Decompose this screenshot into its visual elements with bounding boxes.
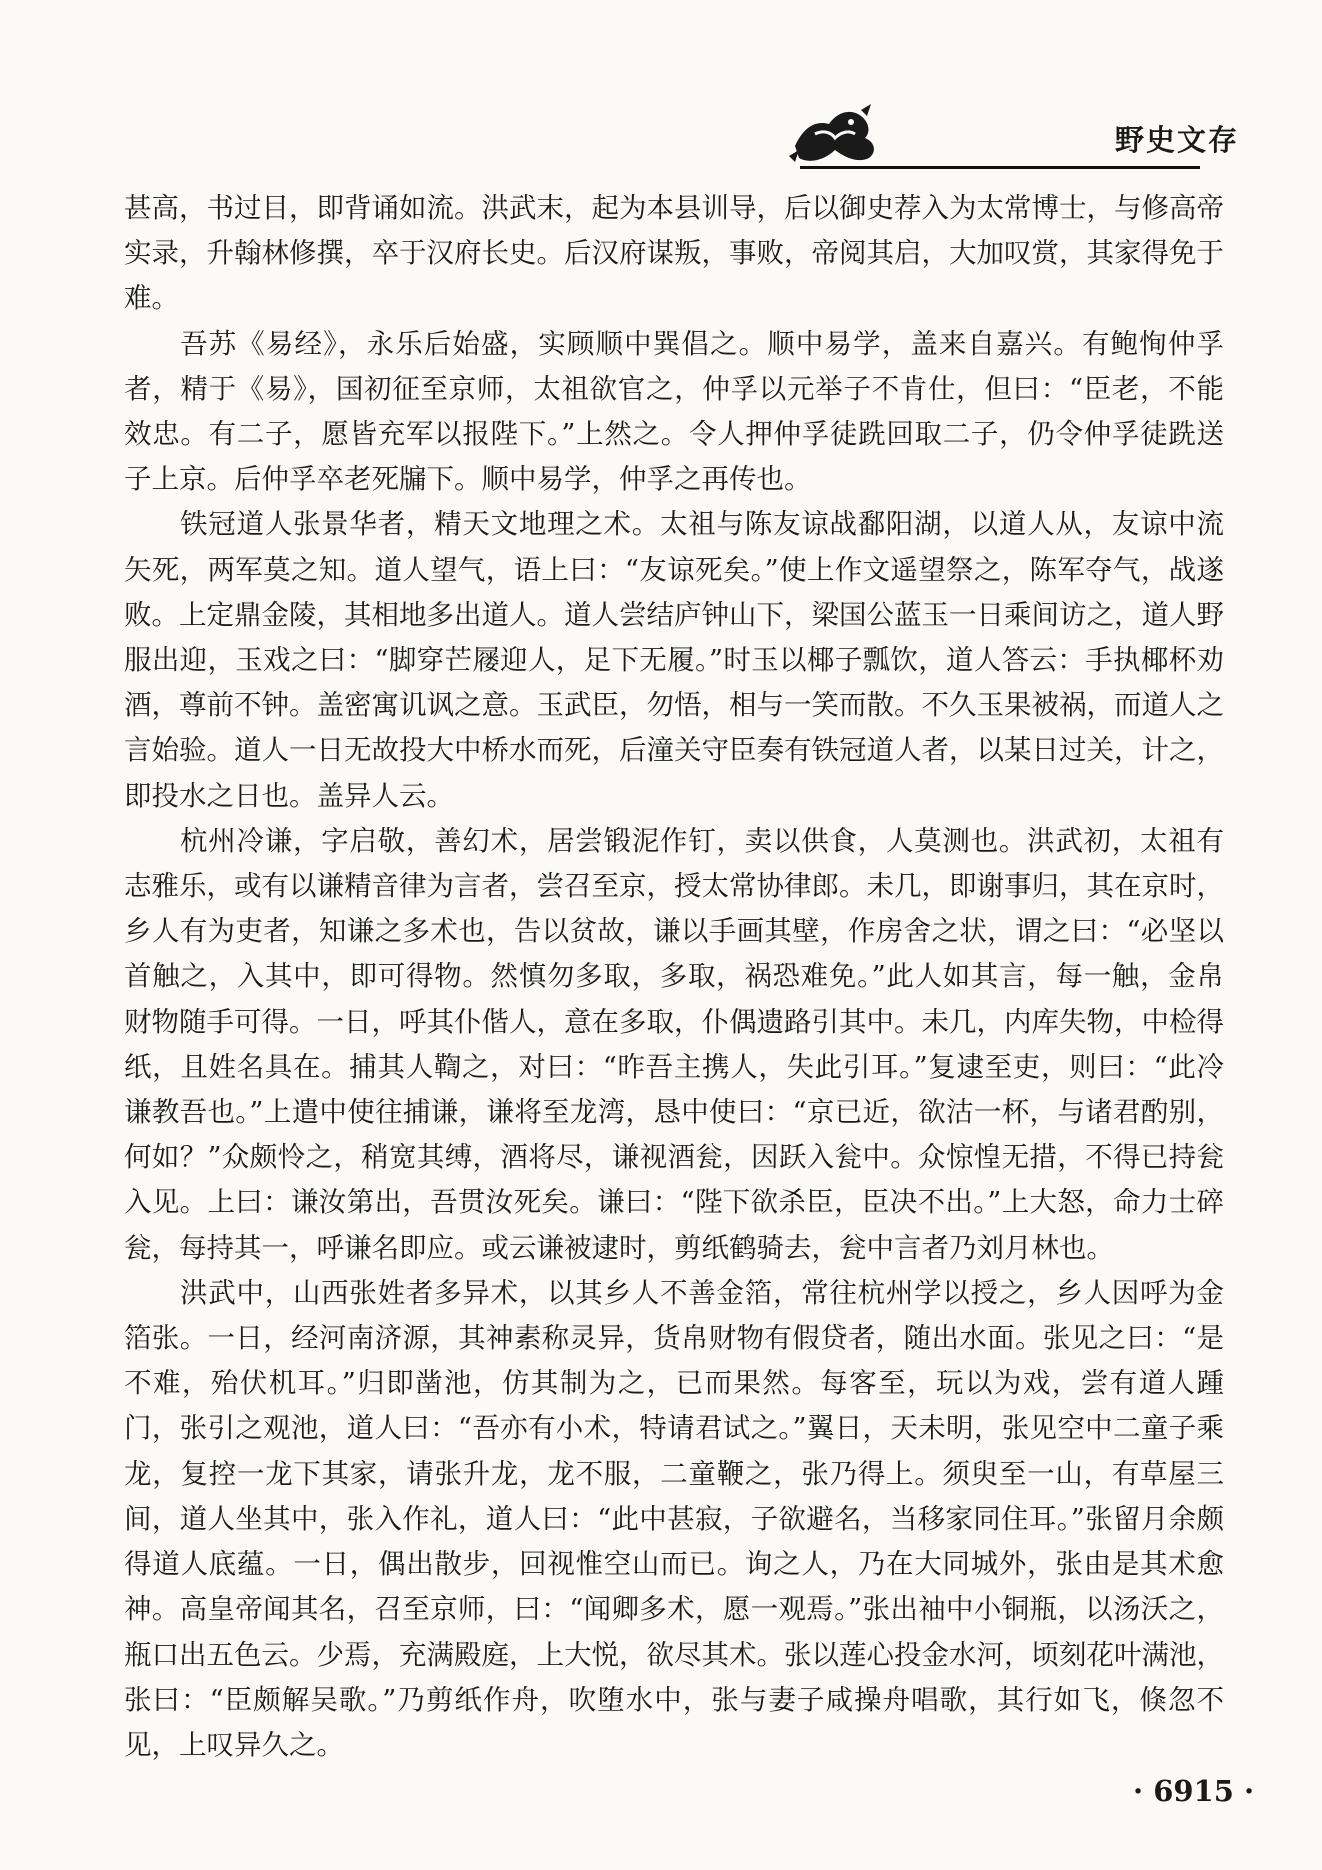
header-rule <box>800 166 1200 169</box>
paragraph: 吾苏《易经》，永乐后始盛，实顾顺中巽倡之。顺中易学，盖来自嘉兴。有鲍恂仲孚者，精于《易》，国初征至京师，太祖欲官之，仲孚以元举子不肯仕，但曰：“臣老，不能效忠。有二子，愿皆充军以报陛下。”上然之。令人押仲孚徒跣回取二子，仍令仲孚徒跣送子上京。后仲孚卒老死牖下。顺中易学，仲孚之再传也。 <box>124 327 1224 496</box>
paragraph: 杭州冷谦，字启敬，善幻术，居尝锻泥作钉，卖以供食，人莫测也。洪武初，太祖有志雅乐，或有以谦精音律为言者，尝召至京，授太常协律郎。未几，即谢事归，其在京时，乡人有为吏者，知谦之多术也，告以贫故，谦以手画其壁，作房舍之状，谓之曰：“必坚以首触之，入其中，即可得物。然慎勿多取，多取，祸恐难免。”此人如其言，每一触，金帛财物随手可得。一日，呼其仆偕人，意在多取，仆偶遗路引其中。未几，内库失物，中检得纸，且姓名具在。捕其人鞫之，对曰：“昨吾主携人，失此引耳。”复逮至吏，则曰：“此冷谦教吾也。”上遣中使往捕谦，谦将至龙湾，恳中使曰：“京已近，欲沽一杯，与诸君酌别，何如？”众颇怜之，稍宽其缚，酒将尽，谦视酒瓮，因跃入瓮中。众惊惶无措，不得已持瓮入见。上曰：谦汝第出，吾贯汝死矣。谦曰：“陛下欲杀臣，臣决不出。”上大怒，命力士碎瓮，每持其一，呼谦名即应。或云谦被逮时，剪纸鹤骑去，瓮中言者乃刘月林也。 <box>124 824 1224 1264</box>
page-body <box>124 186 1224 1768</box>
page-number: · 6915 · <box>1133 1774 1255 1808</box>
paragraph: 洪武中，山西张姓者多异术，以其乡人不善金箔，常往杭州学以授之，乡人因呼为金箔张。一日，经河南济源，其神素称灵异，货帛财物有假贷者，随出水面。张见之曰：“是不难，殆伏机耳。”归即凿池，仿其制为之，已而果然。每客至，玩以为戏，尝有道人踵门，张引之观池，道人曰：“吾亦有小术，特请君试之。”翼日，天未明，张见空中二童子乘龙，复控一龙下其家，请张升龙，龙不服，二童鞭之，张乃得上。须臾至一山，有草屋三间，道人坐其中，张入作礼，道人曰：“此中甚寂，子欲避名，当移家同住耳。”张留月余颇得道人底蕴。一日，偶出散步，回视惟空山而已。询之人，乃在大同城外，张由是其术愈神。高皇帝闻其名，召至京师，曰：“闻卿多术，愿一观焉。”张出袖中小铜瓶，以汤沃之，瓶口出五色云。少焉，充满殿庭，上大悦，欲尽其术。张以莲心投金水河，顷刻花叶满池，张曰：“臣颇解吴歌。”乃剪纸作舟，吹堕水中，张与妻子咸操舟唱歌，其行如飞，倏忽不见，上叹异久之。 <box>124 1276 1224 1761</box>
page-header <box>0 0 1322 170</box>
paragraph: 铁冠道人张景华者，精天文地理之术。太祖与陈友谅战鄱阳湖，以道人从，友谅中流矢死，两军莫之知。道人望气，语上曰：“友谅死矣。”使上作文遥望祭之，陈军夺气，战遂败。上定鼎金陵，其相地多出道人。道人尝结庐钟山下，梁国公蓝玉一日乘间访之，道人野服出迎，玉戏之曰：“脚穿芒屦迎人，足下无履。”时玉以椰子瓢饮，道人答云：手执椰杯劝酒，尊前不钟。盖密寓讥讽之意。玉武臣，勿悟，相与一笑而散。不久玉果被祸，而道人之言始验。道人一日无故投大中桥水而死，后潼关守臣奏有铁冠道人者，以某日过关，计之，即投水之日也。盖异人云。 <box>124 508 1224 812</box>
series-title: 野史文存 <box>1115 123 1240 157</box>
dragon-emblem-icon <box>785 98 880 170</box>
paragraph: 甚高，书过目，即背诵如流。洪武末，起为本县训导，后以御史荐入为太常博士，与修高帝实录，升翰林修撰，卒于汉府长史。后汉府谋叛，事败，帝阅其启，大加叹赏，其家得免于难。 <box>124 192 1224 315</box>
